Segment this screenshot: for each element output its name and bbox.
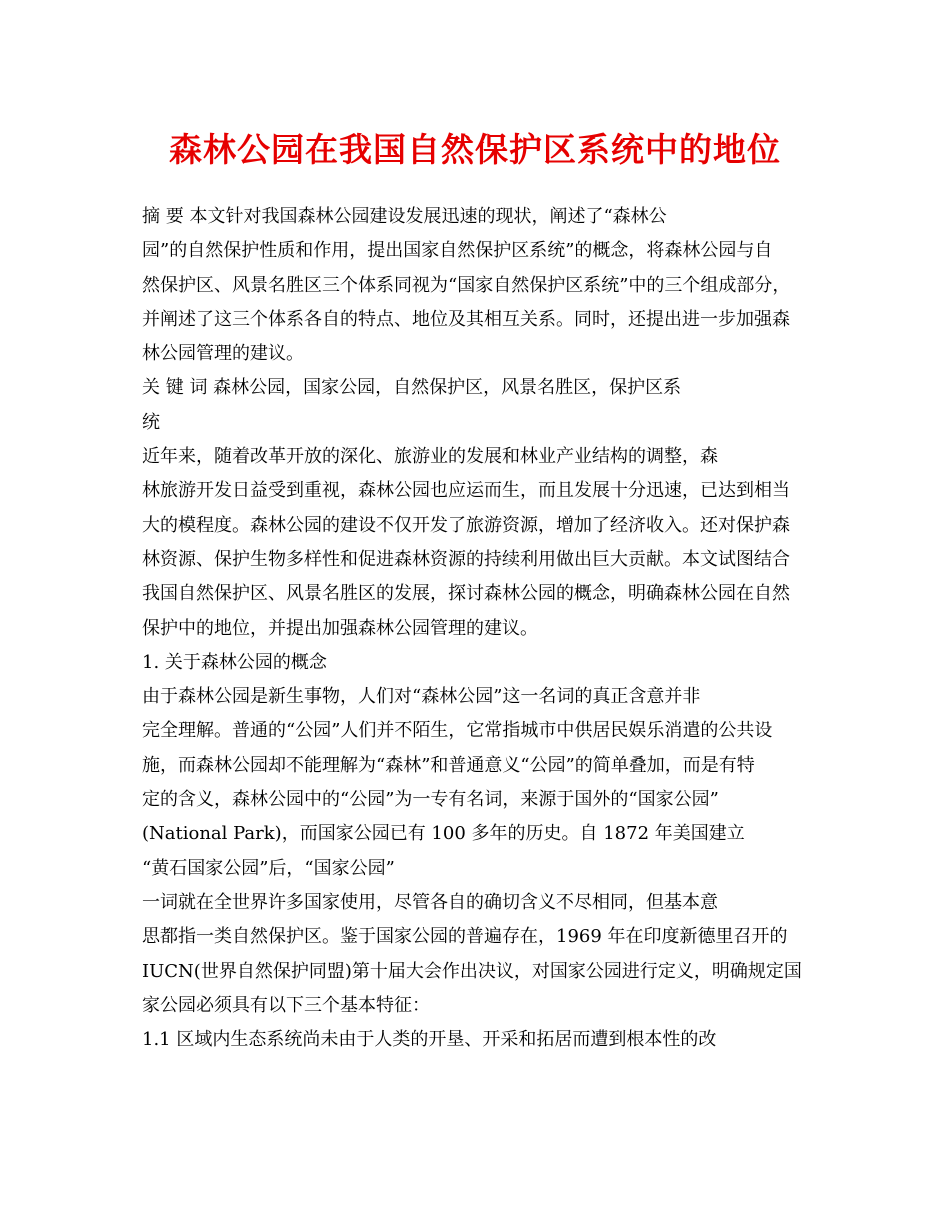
body-text-line: 家公园必须具有以下三个基本特征： [142, 994, 430, 1016]
body-text-line: 然保护区、风景名胜区三个体系同视为“国家自然保护区系统”中的三个组成部分， [142, 274, 791, 296]
body-text-line: “黄石国家公园”后，“国家公园” [142, 857, 395, 879]
body-text-line: 林资源、保护生物多样性和促进森林资源的持续利用做出巨大贡献。本文试图结合 [142, 548, 790, 570]
document-title: 森林公园在我国自然保护区系统中的地位 [169, 130, 781, 169]
body-text-line: 林旅游开发日益受到重视，森林公园也应运而生，而且发展十分迅速，已达到相当 [142, 480, 790, 502]
body-text-line: 园”的自然保护性质和作用，提出国家自然保护区系统”的概念，将森林公园与自 [142, 240, 773, 262]
body-text-line: 定的含义，森林公园中的“公园”为一专有名词，来源于国外的“国家公园” [142, 789, 719, 811]
body-text-line: 1. 关于森林公园的概念 [142, 651, 327, 673]
body-text-line: 林公园管理的建议。 [142, 343, 304, 365]
body-text-line: 由于森林公园是新生事物，人们对“森林公园”这一名词的真正含意并非 [142, 686, 701, 708]
body-text-line: 并阐述了这三个体系各自的特点、地位及其相互关系。同时，还提出进一步加强森 [142, 308, 790, 330]
body-text-line: 统 [142, 411, 160, 433]
body-text-line: 大的模程度。森林公园的建设不仅开发了旅游资源，增加了经济收入。还对保护森 [142, 514, 790, 536]
body-text-line: 思都指一类自然保护区。鉴于国家公园的普遍存在，1969 年在印度新德里召开的 [142, 926, 788, 948]
body-text-line: IUCN(世界自然保护同盟)第十届大会作出决议，对国家公园进行定义，明确规定国 [142, 960, 802, 982]
body-text-line: 近年来，随着改革开放的深化、旅游业的发展和林业产业结构的调整，森 [142, 446, 718, 468]
body-text-line: 我国自然保护区、风景名胜区的发展，探讨森林公园的概念，明确森林公园在自然 [142, 583, 790, 605]
body-text-line: 保护中的地位，并提出加强森林公园管理的建议。 [142, 617, 538, 639]
body-text-line: (National Park)，而国家公园已有 100 多年的历史。自 1872 年美国建立 [142, 823, 745, 845]
body-text-line: 摘 要 本文针对我国森林公园建设发展迅速的现状，阐述了“森林公 [142, 206, 667, 227]
body-text-line: 1.1 区域内生态系统尚未由于人类的开垦、开采和拓居而遭到根本性的改 [142, 1029, 717, 1051]
body-text-line: 关 键 词 森林公园，国家公园，自然保护区，风景名胜区，保护区系 [142, 377, 682, 399]
body-text-line: 施，而森林公园却不能理解为“森林”和普通意义“公园”的简单叠加，而是有特 [142, 754, 755, 776]
document-body [142, 200, 810, 1057]
body-text-line: 完全理解。普通的“公园”人们并不陌生，它常指城市中供居民娱乐消遣的公共设 [142, 720, 773, 742]
body-text-line: 一词就在全世界许多国家使用，尽管各自的确切含义不尽相同，但基本意 [142, 891, 718, 913]
